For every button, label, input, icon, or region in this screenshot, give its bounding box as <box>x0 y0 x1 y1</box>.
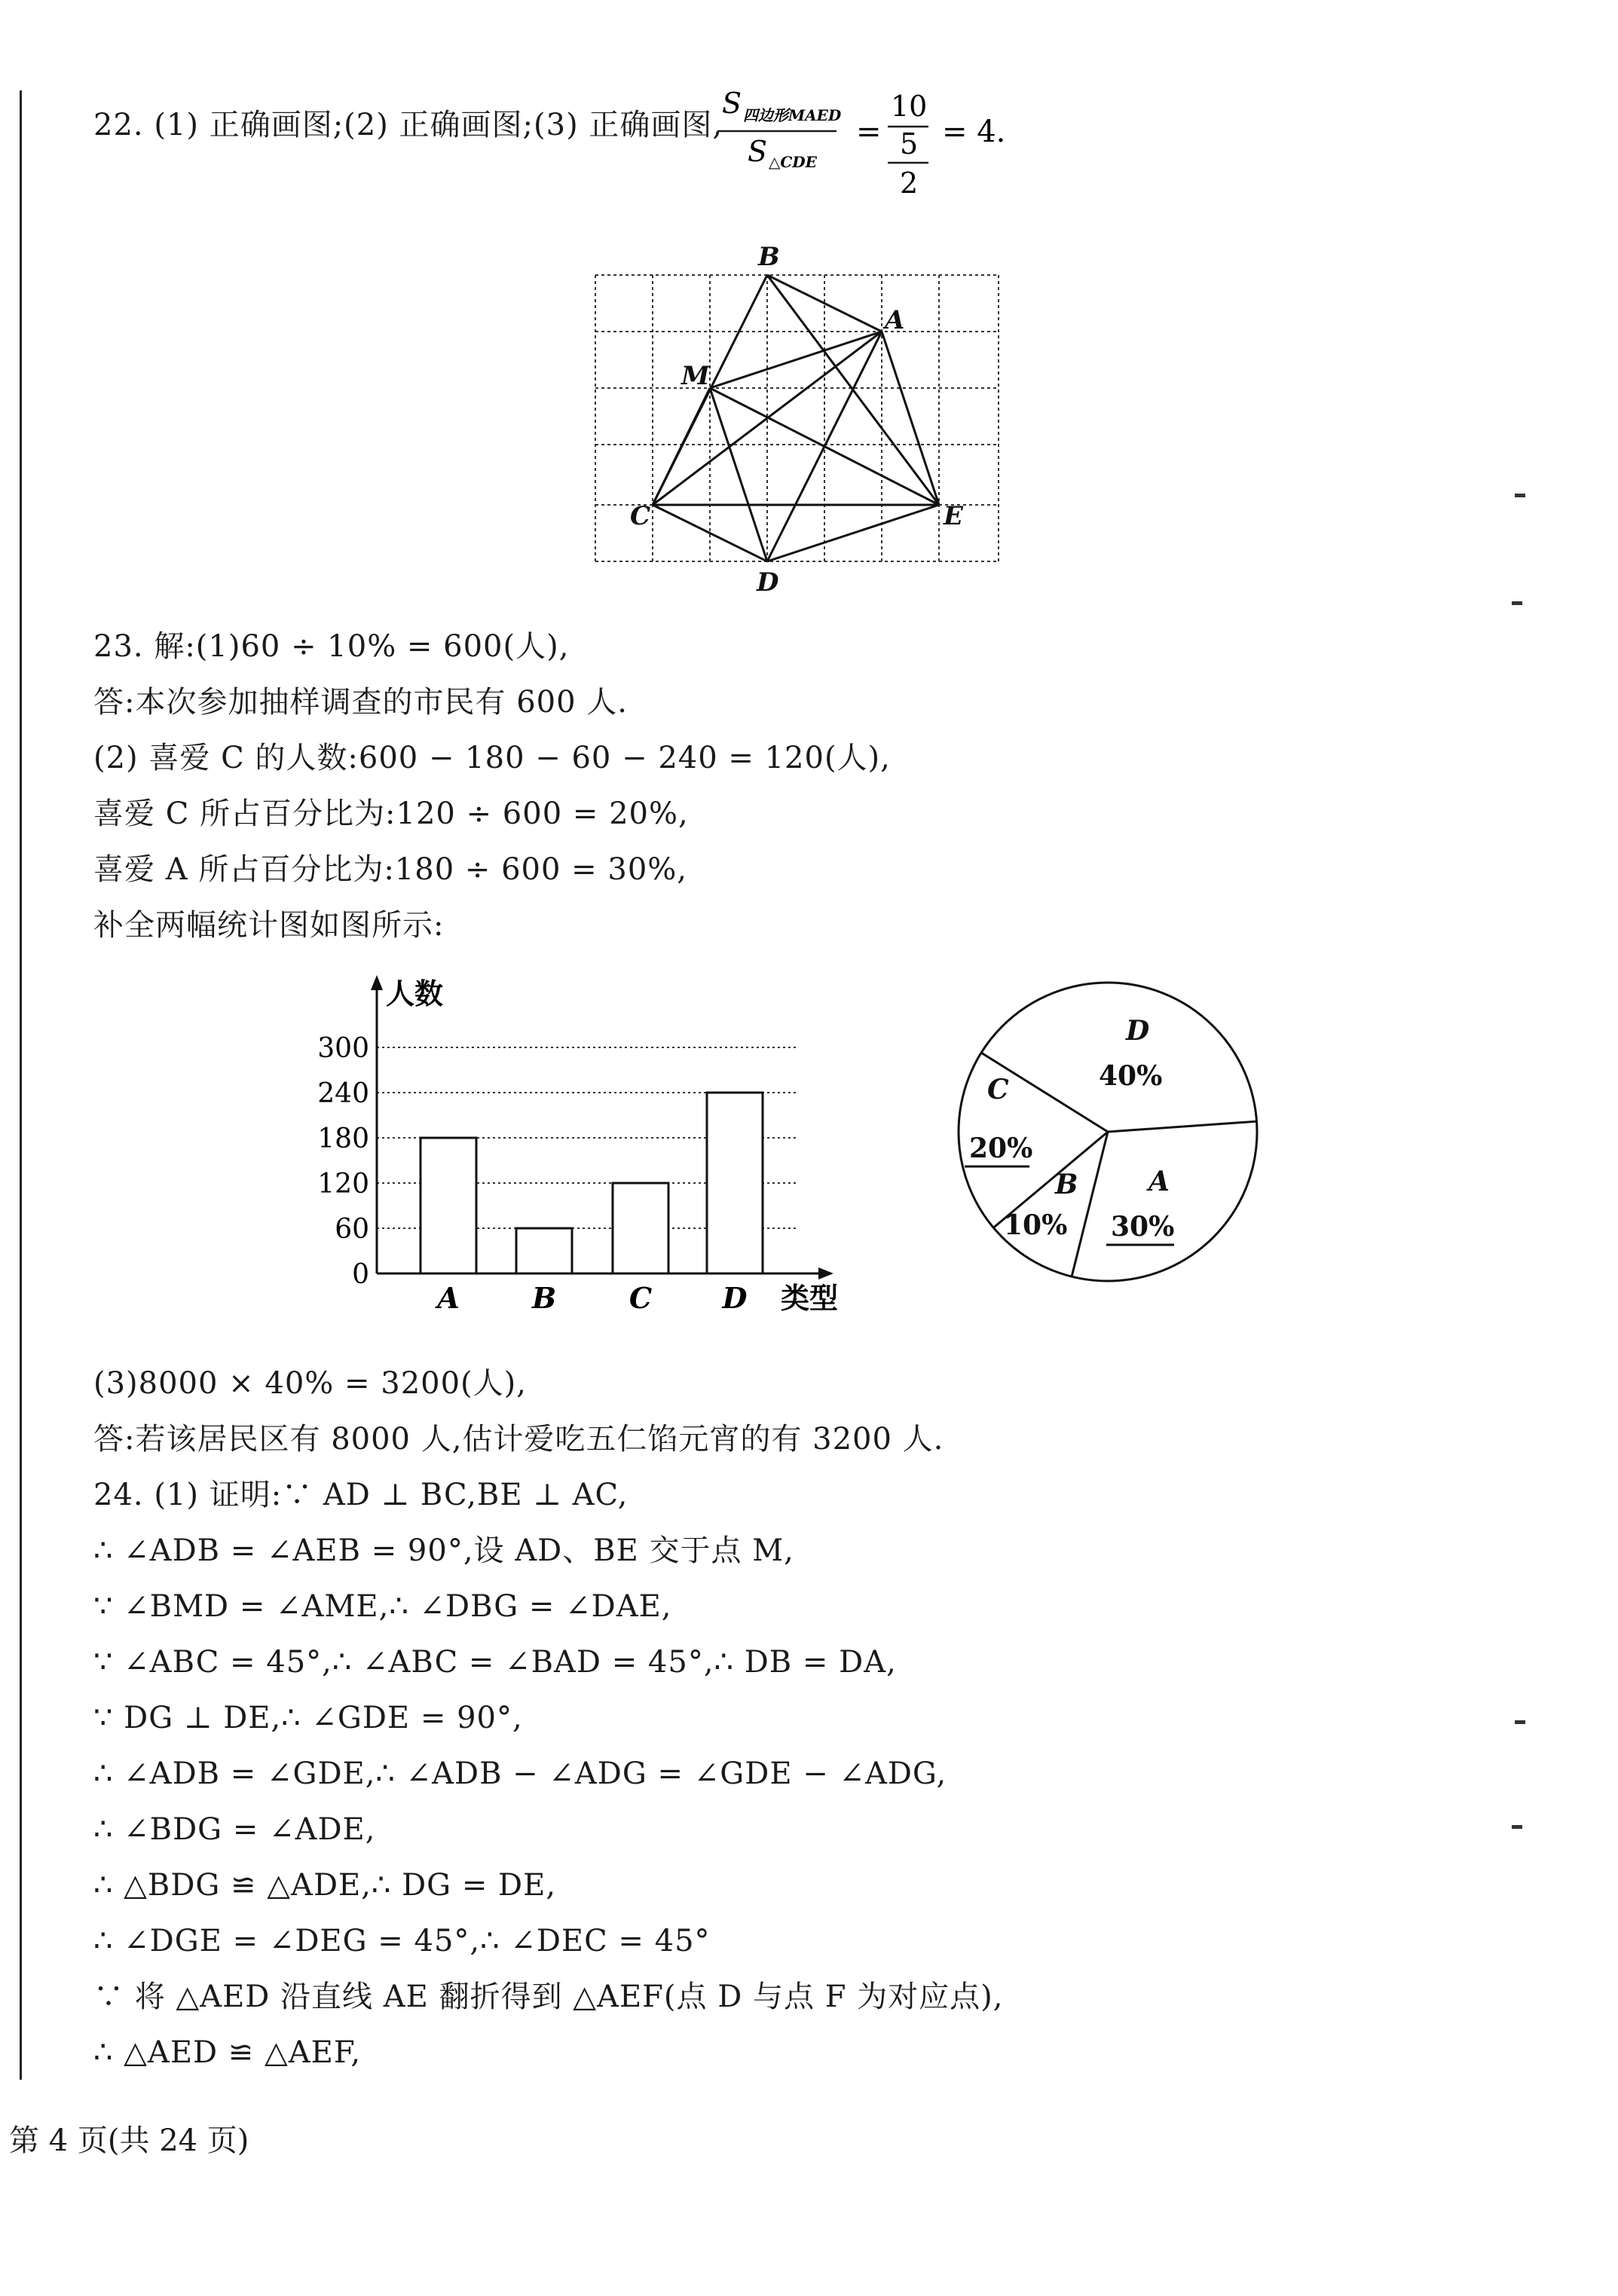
bar-C <box>613 1183 668 1273</box>
category-label-D: D <box>722 1281 748 1315</box>
q24-line-8: ∴ △BDG ≌ △ADE,∴ DG = DE, <box>93 1868 557 1903</box>
y-tick-label: 300 <box>317 1033 369 1064</box>
y-axis-label: 人数 <box>386 977 444 1010</box>
grid-lines <box>595 275 999 561</box>
frac2-num: 10 <box>891 90 928 123</box>
bars <box>421 1093 763 1273</box>
q23-line-5: 喜爱 A 所占百分比为:180 ÷ 600 = 30%, <box>93 852 687 887</box>
q24-line-6: ∴ ∠ADB = ∠GDE,∴ ∠ADB − ∠ADG = ∠GDE − ∠ADG, <box>93 1756 947 1791</box>
pie-chart <box>942 972 1274 1304</box>
y-tick-labels <box>317 1033 369 1290</box>
scan-speck <box>1512 601 1522 605</box>
x-axis-arrow <box>818 1267 833 1279</box>
page-footer: 第 4 页(共 24 页) <box>9 2123 249 2158</box>
q24-line-4: ∵ ∠ABC = 45°,∴ ∠ABC = ∠BAD = 45°,∴ DB = DA, <box>93 1645 897 1680</box>
x-axis-label: 类型 <box>781 1281 839 1315</box>
pie-pct-B: 10% <box>1004 1209 1068 1241</box>
label-M: M <box>681 361 710 391</box>
q24-line-9: ∴ ∠DGE = ∠DEG = 45°,∴ ∠DEC = 45° <box>93 1924 711 1958</box>
frac-den-sub: △CDE <box>769 153 817 171</box>
y-tick-label: 240 <box>317 1078 369 1109</box>
q23-line-4: 喜爱 C 所占百分比为:120 ÷ 600 = 20%, <box>93 796 689 831</box>
category-labels <box>435 1281 747 1315</box>
q22-text: 22. (1) 正确画图;(2) 正确画图;(3) 正确画图, <box>93 108 723 142</box>
q23-line-3: (2) 喜爱 C 的人数:600 − 180 − 60 − 240 = 120(人), <box>93 741 891 775</box>
q24-line-11: ∴ △AED ≌ △AEF, <box>93 2035 362 2070</box>
q23b-line-2: 答:若该居民区有 8000 人,估计爱吃五仁馅元宵的有 3200 人. <box>93 1422 944 1457</box>
scan-speck <box>1515 494 1525 497</box>
label-A: A <box>885 305 905 335</box>
category-label-A: A <box>437 1281 460 1315</box>
bar-D <box>707 1093 763 1273</box>
pie-pct-D: 40% <box>1099 1060 1163 1092</box>
q24-line-7: ∴ ∠BDG = ∠ADE, <box>93 1812 376 1847</box>
q24-line-5: ∵ DG ⊥ DE,∴ ∠GDE = 90°, <box>93 1701 523 1735</box>
label-C: C <box>630 501 651 531</box>
bar-chart <box>301 965 874 1319</box>
eq2: = 4. <box>942 115 1006 149</box>
scan-speck <box>1515 1720 1525 1724</box>
bar-A <box>421 1138 476 1273</box>
q23-line-1: 23. 解:(1)60 ÷ 10% = 600(人), <box>93 629 570 664</box>
scan-speck <box>1512 1825 1522 1829</box>
q23-line-2: 答:本次参加抽样调查的市民有 600 人. <box>93 685 628 720</box>
label-E: E <box>944 501 963 531</box>
frac-num-sub: 四边形MAED <box>743 106 842 124</box>
frac2-num-a: 5 <box>900 127 919 161</box>
y-tick-label: 60 <box>335 1214 369 1245</box>
y-tick-label: 180 <box>317 1124 369 1154</box>
y-axis-arrow <box>371 975 383 990</box>
grid-geometry-figure <box>580 241 1017 603</box>
q24-line-10: ∵ 将 △AED 沿直线 AE 翻折得到 △AEF(点 D 与点 F 为对应点), <box>93 1980 1004 2014</box>
pie-pct-A: 30% <box>1111 1211 1175 1243</box>
q24-line-3: ∵ ∠BMD = ∠AME,∴ ∠DBG = ∠DAE, <box>93 1589 672 1624</box>
category-label-C: C <box>629 1281 653 1315</box>
frac-num-s: S <box>722 87 742 120</box>
y-tick-label: 120 <box>317 1169 369 1200</box>
q22-fraction <box>716 81 1063 202</box>
pie-label-C: C <box>987 1074 1009 1105</box>
pie-label-A: A <box>1149 1166 1170 1197</box>
frac2-den: 2 <box>900 167 919 200</box>
label-D: D <box>757 567 779 598</box>
margin-rule <box>20 90 22 2080</box>
eq1: = <box>856 115 882 149</box>
q23-line-6: 补全两幅统计图如图所示: <box>93 908 445 943</box>
frac-den-s: S <box>748 135 768 168</box>
category-label-B: B <box>531 1281 557 1315</box>
q23b-line-1: (3)8000 × 40% = 3200(人), <box>93 1366 527 1401</box>
pie-pct-C: 20% <box>969 1133 1033 1164</box>
q24-line-2: ∴ ∠ADB = ∠AEB = 90°,设 AD、BE 交于点 M, <box>93 1533 794 1568</box>
q24-line-1: 24. (1) 证明:∵ AD ⊥ BC,BE ⊥ AC, <box>93 1478 629 1512</box>
bar-B <box>516 1228 572 1273</box>
label-B: B <box>758 242 780 272</box>
pie-label-B: B <box>1055 1169 1078 1200</box>
y-tick-label: 0 <box>352 1259 369 1290</box>
pie-label-D: D <box>1126 1015 1150 1047</box>
